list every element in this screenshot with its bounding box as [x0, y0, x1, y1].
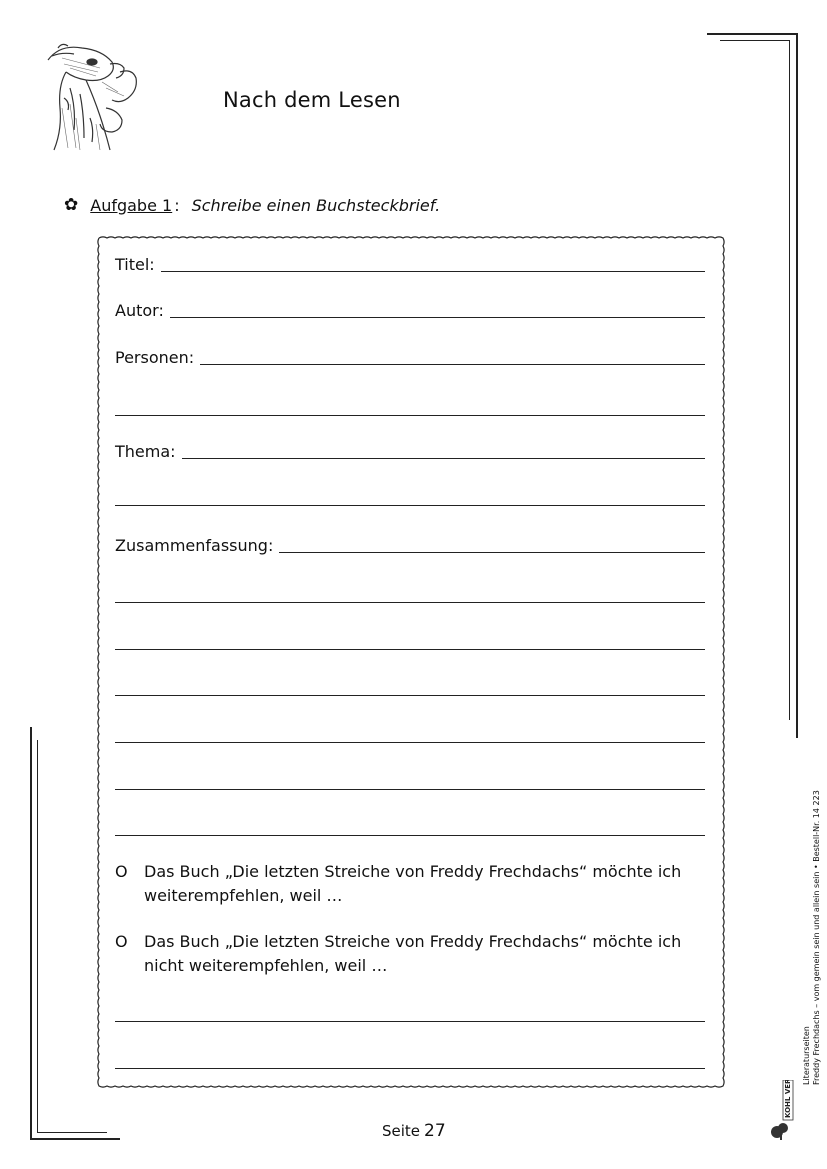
field-title-line[interactable] — [161, 270, 705, 272]
frame-top-right-h1 — [707, 33, 797, 35]
writing-line[interactable] — [115, 602, 705, 603]
writing-line[interactable] — [115, 789, 705, 790]
field-theme-line[interactable] — [182, 457, 705, 459]
frame-bottom-left-h2 — [37, 1132, 107, 1133]
field-summary-line[interactable] — [279, 551, 705, 553]
task-heading — [64, 195, 440, 215]
field-summary — [115, 537, 705, 555]
side-credit — [802, 790, 822, 1085]
writing-line[interactable] — [115, 695, 705, 696]
field-persons-label: Personen: — [115, 348, 195, 367]
field-persons-line[interactable] — [200, 363, 705, 365]
writing-line[interactable] — [115, 742, 705, 743]
frame-bottom-left-v1 — [30, 727, 32, 1139]
writing-line[interactable] — [115, 505, 705, 506]
field-author-label: Autor: — [115, 301, 164, 320]
page-title: Nach dem Lesen — [223, 88, 401, 112]
option-circle-marker[interactable]: O — [115, 862, 128, 881]
field-title — [115, 256, 705, 274]
task-label: Aufgabe 1 — [90, 195, 173, 215]
field-summary-label: Zusammenfassung: — [115, 536, 274, 555]
field-title-label: Titel: — [115, 255, 155, 274]
option-not-recommend[interactable] — [115, 930, 695, 978]
task-instruction: Schreibe einen Buchsteckbrief. — [191, 195, 441, 215]
publisher-name: KOHL VERLAG — [784, 1080, 792, 1118]
field-author — [115, 302, 705, 320]
writing-line[interactable] — [115, 1021, 705, 1022]
frame-top-right-h2 — [720, 40, 790, 41]
publisher-logo — [767, 1080, 797, 1142]
option-recommend[interactable] — [115, 860, 695, 908]
page-number-value: 27 — [424, 1121, 446, 1141]
option-circle-marker[interactable]: O — [115, 932, 128, 951]
side-credit-line2: Freddy Frechdachs – vom gemein sein und allein sein • Bestell-Nr. 14 223 — [812, 790, 821, 1085]
flower-icon: ✿ — [64, 195, 79, 215]
frame-bottom-left-h1 — [30, 1138, 120, 1140]
writing-line[interactable] — [115, 649, 705, 650]
field-theme-label: Thema: — [115, 442, 176, 461]
badger-drawing-icon — [40, 38, 150, 153]
option-recommend-text: Das Buch „Die letzten Streiche von Freddy Frechdachs“ möchte ich weiterempfehlen, weil … — [144, 862, 682, 905]
writing-line[interactable] — [115, 1068, 705, 1069]
field-persons — [115, 349, 705, 367]
page-label: Seite — [382, 1122, 421, 1140]
frame-bottom-left-v2 — [37, 740, 38, 1133]
field-author-line[interactable] — [170, 316, 705, 318]
task-colon: : — [174, 195, 180, 215]
page-number — [382, 1121, 446, 1141]
writing-line[interactable] — [115, 835, 705, 836]
field-theme — [115, 443, 705, 461]
option-not-recommend-text: Das Buch „Die letzten Streiche von Freddy Frechdachs“ möchte ich nicht weiterempfehlen, weil … — [144, 932, 682, 975]
side-credit-line1: Literaturseiten — [802, 1026, 811, 1085]
writing-line[interactable] — [115, 415, 705, 416]
frame-top-right-v1 — [796, 33, 798, 738]
frame-top-right-v2 — [789, 40, 790, 720]
